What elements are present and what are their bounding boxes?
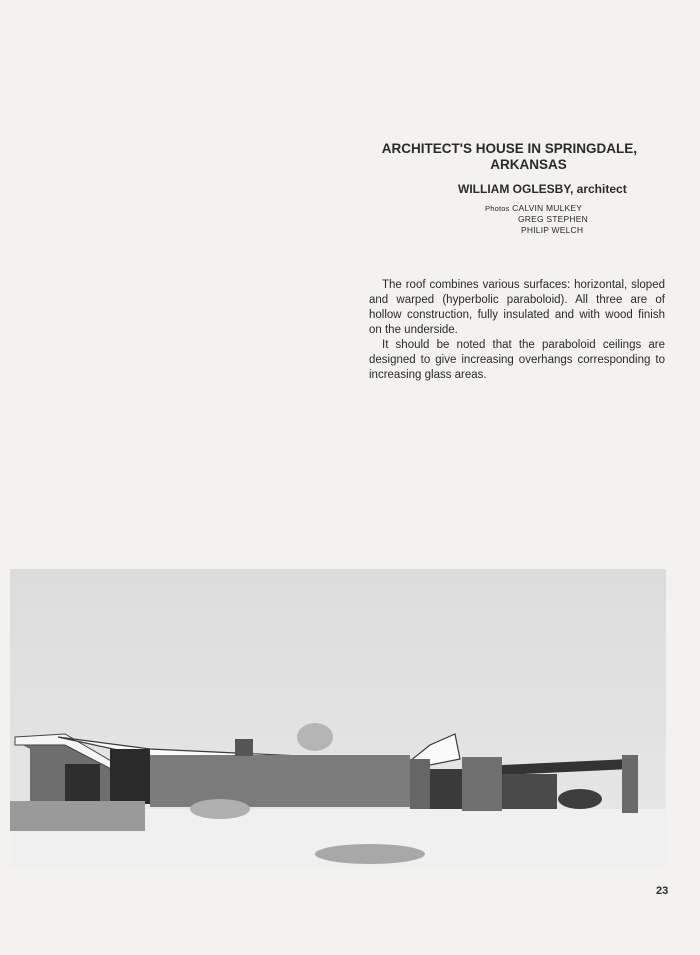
photographer: CALVIN MULKEY [512, 203, 583, 213]
article-body [369, 278, 665, 383]
title-line-1: ARCHITECT'S HOUSE IN SPRINGDALE, [381, 141, 637, 156]
article-title [380, 141, 637, 173]
photographer: PHILIP WELCH [521, 225, 584, 235]
photo-credits [485, 203, 588, 236]
architect-credit: WILLIAM OGLESBY, architect [458, 182, 627, 196]
paragraph: It should be noted that the paraboloid ceilings are designed to give increasing overhangs corresponding to increasing glass areas. [369, 339, 665, 381]
paragraph: The roof combines various surfaces: horizontal, sloped and warped (hyperbolic paraboloid). All three are of hollow construction, fully insulated and with wood finish on the underside. [369, 279, 665, 336]
photos-label: Photos [485, 204, 510, 213]
photographer: GREG STEPHEN [518, 214, 588, 224]
house-photo [10, 569, 666, 868]
page-number: 23 [656, 885, 669, 897]
title-line-2: ARKANSAS [490, 157, 567, 172]
